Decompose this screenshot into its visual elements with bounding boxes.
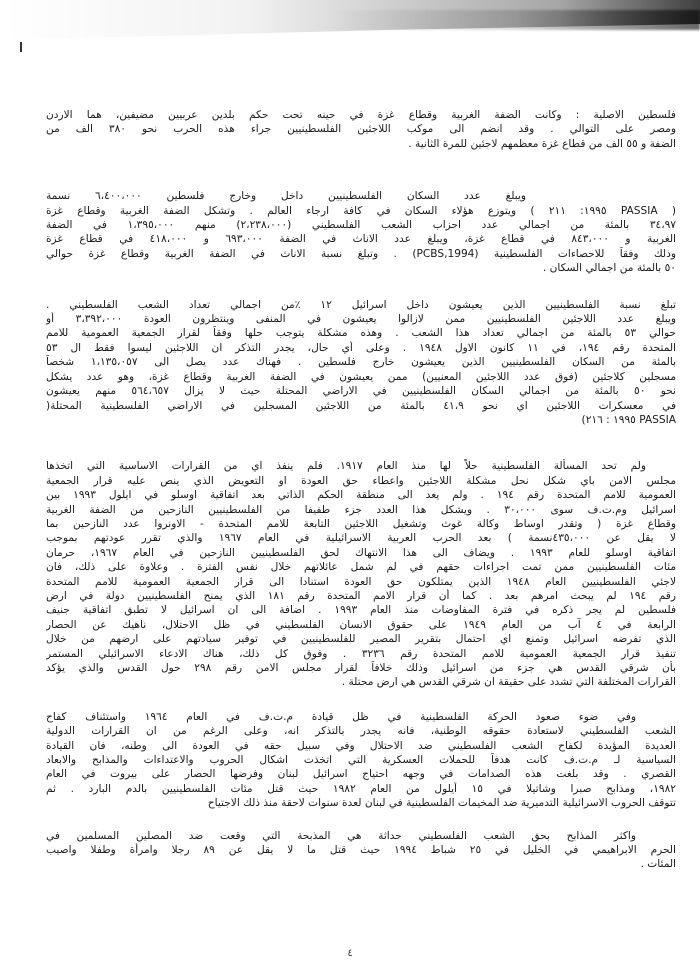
text-line: اسرائيل وم.ت.ف سوى ٣٠،٠٠٠ . ويشكل هذا العدد جزء طفيفا من الفلسطينيين النازحين من الضفة الغربية — [46, 503, 676, 516]
text-line: حوالي ٥٣ بالمئة من اجمالي تعداد هذا الشعب . وهذه مشكلة يتوجب حلها وفقاً لقرار الجمعية العمومية للامم — [46, 327, 676, 340]
text-line: وذلك وفقاً للاحصاءات الفلسطينية (PCBS,1994) . وتبلغ نسبة الاناث في الضفة الغربية وقطاع غزة حوالي — [46, 247, 676, 260]
text-line: رقم ١٩٤ لم يبحث امرهم بعد . كما أن قرار الامم المتحدة رقم ١٨١ الذي يمنح الفلسطينيين دولة في ارض — [46, 589, 676, 602]
text-line: وقطاع غزة ( وتقدر اوساط وكالة غوث وتشغيل اللاجئين التابعة للامم المتحدة - الاونروا عدد النازحين بما — [46, 517, 676, 530]
text-line: القصري . وقد بلغت هذه الصدامات في وجهه احتياج اسرائيل لبنان وفرضها الحصار على بيروت في العام — [46, 768, 676, 781]
text-line: العديدة المؤيدة لكفاح الشعب الفلسطيني ضد الاحتلال وفي سبيل حقه في العودة الى وطنه، فان القيادة — [46, 739, 676, 752]
text-line: القرارات المختلفة التي تشدد على حقيقة ان شرقي القدس هي ارض محتلة . — [341, 676, 676, 689]
text-line: بأن شرقي القدس هي جزء من اسرائيل وذلك خلافاً لقرار مجلس الامن رقم ٢٩٨ حول القدس والذي يؤكد — [46, 662, 676, 674]
text-line: الضفة و ٥٥ الف من قطاع غزة معظمهم لاجئين للمرة الثانية . — [408, 137, 676, 150]
text-line: فلسطين الاصلية : وكانت الضفة الغربية وقطاع غزة في حينه تحت حكم بلدين عربيين مضيفين، هما الاردن — [46, 109, 676, 121]
paragraph-p1 — [46, 108, 676, 151]
text-line: تتوقف الحروب الاسرائيلية التدميرية ضد المخيمات الفلسطينية في لبنان لعدة سنوات لاحقة منذ ذلك الاجتياح — [207, 797, 676, 810]
text-line: فلسطين لم يجر ذكره في فترة المفاوضات منذ العام ١٩٩٣ . اضافة الى ان اسرائيل لا تطبق اتفاقية جنيف — [46, 604, 676, 617]
page-number: ٤ — [347, 948, 353, 959]
text-line: مجلس الامن باي شكل نحل مشكلة اللاجئين واعطاء حق العودة او التعويض الذي ينص عليه قرار الجمعية — [46, 474, 676, 487]
text-line: تنفيذ قرار الجمعية العمومية للامم المتحدة رقم ٣٢٣٦ . وفوق كل ذلك، هناك الادعاء الاسرائيلي المستمر — [46, 647, 676, 660]
text-line: مسجلين كلاجئين (فوق عدد اللاجئين المعنيين) ممن يعيشون في الضفة الغربية وقطاع غزة، وهو عدد يشكل — [46, 370, 676, 383]
paragraph-p5 — [46, 710, 676, 811]
margin-mark — [20, 42, 22, 52]
text-line: الغربية و ٨٤٣،٠٠٠ في قطاع غزة، ويبلغ عدد الاناث في الضفة ٦٩٣،٠٠٠ و ٤١٨،٠٠٠ في قطاع غزة — [46, 233, 676, 246]
text-line: PASSIA ١٩٩٥ : ٢١٦) — [581, 413, 676, 426]
scan-edge-shadow-dark — [330, 10, 700, 30]
text-line: بالمئة من السكان الفلسطينيين الذين يعيشون خارج فلسطين . فهناك عدد يصل الى ١،١٣٥،٠٥٧ شخصاً — [46, 356, 676, 369]
text-line: ٥٠ بالمئة من اجمالي السكان . — [542, 262, 676, 275]
text-line: لاجئي الفلسطينيين العام ١٩٤٨ الذين يمتلكون حق العودة استنادا الى قرار الجمعية العمومية للامم المتحدة — [46, 575, 676, 588]
text-line: تبلغ نسبة الفلسطينيين الذين يعيشون داخل اسرائيل ١٢ ٪من اجمالي تعداد الشعب الفلسطيني . — [46, 298, 676, 311]
text-line: اتفاقية اوسلو للعام ١٩٩٣ . ويضاف الى هذا الانتهاك لحق الفلسطينيين النازحين في العام ١٩٦٧، حرمان — [46, 546, 676, 559]
text-line: الرابعة في ٤ آب من العام ١٩٤٩ على حقوق الانسان الفلسطيني في ظل الاحتلال، ناهيك عن الحصار — [46, 618, 676, 631]
text-line: وفي ضوء صعود الحركة الفلسطينية في ظل قيادة م.ت.ف في العام ١٩٦٤ واستئناف كفاح — [46, 710, 636, 723]
text-line: لا يقل عن ٤٣٥،٠٠٠نسمة ) بعد الحرب العربية الاسرائيلية في العام ١٩٦٧ والذي تقرر عودتهم بموجب — [46, 532, 676, 545]
text-line: ويبلغ عدد اللاجئين الفلسطينيين ممن لازالوا يعيشون في المنفى وينتظرون العودة ٣،٣٩٢،٠٠٠ أو — [46, 313, 676, 326]
paragraph-p3 — [46, 298, 676, 428]
text-line: ومصر على التوالي . وقد انضم الى موكب اللاجئين الفلسطينيين جراء هذه الحرب نحو ٣٨٠ الف من — [46, 123, 676, 136]
text-line: ويبلغ عدد السكان الفلسطينيين داخل وخارج فلسطين ٦،٤٠٠،٠٠٠ نسمة — [46, 190, 526, 203]
text-line: نحو ٥٠ بالمئة من اجمالي السكان الفلسطينيين في الاراضي المحتلة حيث لا يزال ٥٦٤،٦٥٧ منهم يعيشون — [46, 385, 676, 398]
text-line: مئات الفلسطينيين ممن تمت اجراءات حقهم في لم شمل عائلاتهم خلال نفس الفترة . وعلاوة على ذلك، فان — [46, 561, 676, 574]
text-line: المئات . — [640, 858, 676, 871]
paragraph-p2 — [46, 189, 676, 275]
text-line: العمومية للامم المتحدة رقم ١٩٤ . ولم يعد الى منطقة الحكم الذاتي بعد اتفاقية اوسلو في ايلول ١٩٩٣ بين — [46, 489, 676, 502]
text-line: في معسكرات اللاجئين اي نحو ٤١،٩ بالمئة من اللاجئين المسجلين في الاراضي الفلسطينية المحتلة( — [46, 399, 676, 412]
text-line: واكثر المذابح بحق الشعب الفلسطيني حداثة هي المذبحة التي وقعت ضد المصلين المسلمين في — [46, 829, 636, 842]
paragraph-p6 — [46, 829, 676, 872]
text-line: الشعب الفلسطيني لاستعادة حقوقه الوطنية، فانه يجدر بالتذكر انه، وعلى الرغم من ان القرارات الدولية — [46, 725, 676, 738]
text-line: السياسية لـ م.ت.ف كانت هدفاً للحملات العسكرية التي اتخذت اشكال الحروب والاعتداءات والمذابح والابعاد — [46, 754, 676, 767]
text-line: ٣٤،٩٧ بالمئة من اجمالي عدد احزاب الشعب الفلسطيني (٢،٢٣٨،٠٠٠) منهم ١،٣٩٥،٠٠٠ في الضفة — [46, 219, 676, 232]
text-line: ( PASSIA ١٩٩٥: ٢١١ ) ويتوزع هؤلاء السكان في كافة ارجاء العالم . وتشكل الضفة الغربية وقطاع غزة — [46, 204, 676, 217]
text-line: الذي تفرضه اسرائيل وتمنع اي احتمال بتقرير المصير للفلسطينيين في توفير سيادتهم على ارضهم من خلال — [46, 633, 676, 646]
paragraph-p4 — [46, 459, 676, 690]
text-line: المتحدة رقم ١٩٤، في ١١ كانون الاول ١٩٤٨ . وعلى أي حال، يجدر التذكر ان اللاجئين ليسوا فقط ال ٥٣ — [46, 341, 676, 354]
document-body — [46, 108, 676, 886]
text-line: ولم تحد المسألة الفلسطينية حلاً لها منذ العام ١٩١٧. فلم ينفذ اي من القرارات الاساسية التي اتخذها — [46, 460, 646, 473]
text-line: الحرم الابراهيمي في الخليل في ٢٥ شباط ١٩٩٤ حيث قتل ما لا يقل عن ٨٩ رجلا وامرأة وطفلا واصيب — [46, 844, 676, 857]
text-line: ١٩٨٢، ومذابح صبرا وشاتيلا في ١٥ أيلول من العام ١٩٨٢ حيث قتل مئات الفلسطينيين بالدم البارد . ثم — [46, 782, 676, 795]
